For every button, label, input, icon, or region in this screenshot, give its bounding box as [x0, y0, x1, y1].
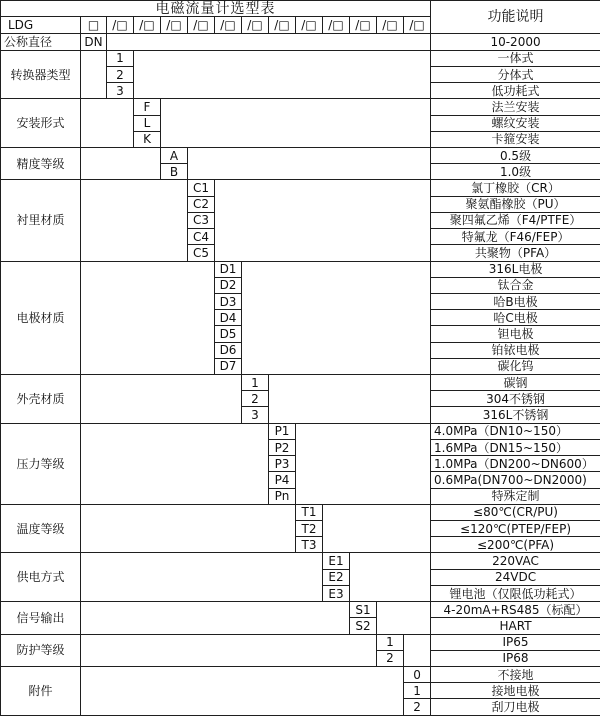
spacer-left	[81, 375, 242, 424]
option-code: P4	[269, 472, 296, 488]
table-row	[1, 50, 600, 66]
option-desc: 4.0MPa（DN10~150）	[431, 423, 600, 439]
option-code: 3	[242, 407, 269, 423]
table-row	[1, 34, 600, 50]
option-desc: 铂铱电极	[431, 342, 600, 358]
option-code: D4	[215, 310, 242, 326]
option-code: T3	[296, 537, 323, 553]
spacer-left	[81, 634, 377, 666]
spacer-right	[134, 50, 431, 99]
category-label: 安装形式	[1, 99, 81, 148]
option-desc: 4-20mA+RS485（标配）	[431, 602, 600, 618]
option-desc: 1.6MPa（DN15~150）	[431, 439, 600, 455]
option-desc: 螺纹安装	[431, 115, 600, 131]
option-desc: 不接地	[431, 666, 600, 682]
option-desc: 共聚物（PFA）	[431, 245, 600, 261]
model-code-slot: /□	[323, 17, 350, 34]
table-row	[1, 99, 600, 115]
model-base-box: □	[81, 17, 107, 34]
option-desc: HART	[431, 618, 600, 634]
option-code: D1	[215, 261, 242, 277]
option-code: S1	[350, 602, 377, 618]
model-code-slot: /□	[269, 17, 296, 34]
option-desc: 特氟龙（F46/FEP）	[431, 229, 600, 245]
title-row	[1, 1, 600, 17]
table-row	[1, 261, 600, 277]
option-code: P3	[269, 456, 296, 472]
option-desc: ≤120℃(PTEP/FEP)	[431, 521, 600, 537]
model-code-slot: /□	[161, 17, 188, 34]
option-desc: 分体式	[431, 66, 600, 82]
spacer-left	[81, 180, 188, 261]
spacer-right	[107, 34, 431, 50]
model-code-slot: /□	[215, 17, 242, 34]
option-code: 1	[404, 683, 431, 699]
category-label: 公称直径	[1, 34, 81, 50]
option-code: 0	[404, 666, 431, 682]
spacer-left	[81, 504, 296, 553]
table-row	[1, 375, 600, 391]
option-desc: 氯丁橡胶（CR）	[431, 180, 600, 196]
option-code: K	[134, 131, 161, 147]
model-code-slot: /□	[188, 17, 215, 34]
option-code: C1	[188, 180, 215, 196]
model-code-slot: /□	[134, 17, 161, 34]
option-desc: 锂电池（仅限低功耗式）	[431, 585, 600, 601]
option-code: E3	[323, 585, 350, 601]
option-desc: IP65	[431, 634, 600, 650]
spacer-right	[242, 261, 431, 375]
category-label: 衬里材质	[1, 180, 81, 261]
option-desc: 聚氨酯橡胶（PU）	[431, 196, 600, 212]
model-code-slot: /□	[107, 17, 134, 34]
category-label: 防护等级	[1, 634, 81, 666]
spacer-right	[350, 553, 431, 602]
option-desc: 钛合金	[431, 277, 600, 293]
option-code: P2	[269, 439, 296, 455]
option-code: Pn	[269, 488, 296, 504]
category-label: 外壳材质	[1, 375, 81, 424]
table-row	[1, 634, 600, 650]
spacer-right	[161, 99, 431, 148]
option-desc: IP68	[431, 650, 600, 666]
table-row	[1, 423, 600, 439]
table-row	[1, 666, 600, 682]
option-desc: 聚四氟乙烯（F4/PTFE）	[431, 212, 600, 228]
table-row	[1, 504, 600, 520]
option-code: D5	[215, 326, 242, 342]
spacer-left	[81, 261, 215, 375]
model-prefix: LDG	[1, 17, 81, 34]
option-code: 2	[107, 66, 134, 82]
category-label: 温度等级	[1, 504, 81, 553]
spacer-right	[215, 180, 431, 261]
spacer-right	[404, 634, 431, 666]
option-code: C3	[188, 212, 215, 228]
option-desc: ≤80℃(CR/PU)	[431, 504, 600, 520]
option-desc: 24VDC	[431, 569, 600, 585]
table-row	[1, 602, 600, 618]
category-label: 电极材质	[1, 261, 81, 375]
function-column-header: 功能说明	[431, 1, 600, 34]
spacer-left	[81, 666, 404, 715]
option-code: T1	[296, 504, 323, 520]
table-row	[1, 180, 600, 196]
option-desc: 304不锈钢	[431, 391, 600, 407]
option-desc: ≤200℃(PFA)	[431, 537, 600, 553]
option-desc: 0.5级	[431, 147, 600, 163]
category-label: 转换器类型	[1, 50, 81, 99]
option-code: D7	[215, 358, 242, 374]
option-code: 1	[242, 375, 269, 391]
spacer-left	[81, 553, 323, 602]
model-code-slot: /□	[296, 17, 323, 34]
option-code: 1	[107, 50, 134, 66]
option-code: 2	[404, 699, 431, 716]
spacer-right	[377, 602, 431, 634]
option-code: F	[134, 99, 161, 115]
table-row	[1, 147, 600, 163]
option-code: B	[161, 164, 188, 180]
model-code-slot: /□	[350, 17, 377, 34]
category-label: 压力等级	[1, 423, 81, 504]
option-desc: 1.0MPa（DN200~DN600）	[431, 456, 600, 472]
option-code: A	[161, 147, 188, 163]
option-code: D6	[215, 342, 242, 358]
option-desc: 碳化钨	[431, 358, 600, 374]
option-desc: 法兰安装	[431, 99, 600, 115]
option-code: 3	[107, 83, 134, 99]
option-desc: 钽电极	[431, 326, 600, 342]
option-code: C5	[188, 245, 215, 261]
option-code: T2	[296, 521, 323, 537]
option-code: DN	[81, 34, 107, 50]
spacer-left	[81, 147, 161, 179]
spacer-left	[81, 99, 134, 148]
category-label: 信号输出	[1, 602, 81, 634]
table-row	[1, 553, 600, 569]
option-code: 1	[377, 634, 404, 650]
model-code-slot: /□	[404, 17, 431, 34]
option-code: C4	[188, 229, 215, 245]
option-code: E2	[323, 569, 350, 585]
spacer-right	[296, 423, 431, 504]
option-code: S2	[350, 618, 377, 634]
option-code: E1	[323, 553, 350, 569]
spacer-left	[81, 423, 269, 504]
option-desc: 哈C电极	[431, 310, 600, 326]
model-code-slot: /□	[242, 17, 269, 34]
spacer-right	[269, 375, 431, 424]
spacer-right	[323, 504, 431, 553]
option-desc: 10-2000	[431, 34, 600, 50]
category-label: 供电方式	[1, 553, 81, 602]
spacer-left	[81, 50, 107, 99]
page-title: 电磁流量计选型表	[1, 1, 431, 17]
option-code: D2	[215, 277, 242, 293]
option-desc: 0.6MPa(DN700~DN2000)	[431, 472, 600, 488]
option-desc: 碳钢	[431, 375, 600, 391]
option-desc: 刮刀电极	[431, 699, 600, 716]
option-desc: 低功耗式	[431, 83, 600, 99]
option-code: L	[134, 115, 161, 131]
option-code: C2	[188, 196, 215, 212]
option-desc: 一体式	[431, 50, 600, 66]
model-code-slot: /□	[377, 17, 404, 34]
spacer-right	[188, 147, 431, 179]
option-desc: 哈B电极	[431, 293, 600, 309]
option-code: 2	[377, 650, 404, 666]
option-desc: 316L不锈钢	[431, 407, 600, 423]
option-desc: 卡箍安装	[431, 131, 600, 147]
category-label: 附件	[1, 666, 81, 715]
option-desc: 接地电极	[431, 683, 600, 699]
spacer-left	[81, 602, 350, 634]
option-desc: 220VAC	[431, 553, 600, 569]
option-code: P1	[269, 423, 296, 439]
option-desc: 1.0级	[431, 164, 600, 180]
option-code: 2	[242, 391, 269, 407]
category-label: 精度等级	[1, 147, 81, 179]
option-desc: 316L电极	[431, 261, 600, 277]
option-code: D3	[215, 293, 242, 309]
option-desc: 特殊定制	[431, 488, 600, 504]
